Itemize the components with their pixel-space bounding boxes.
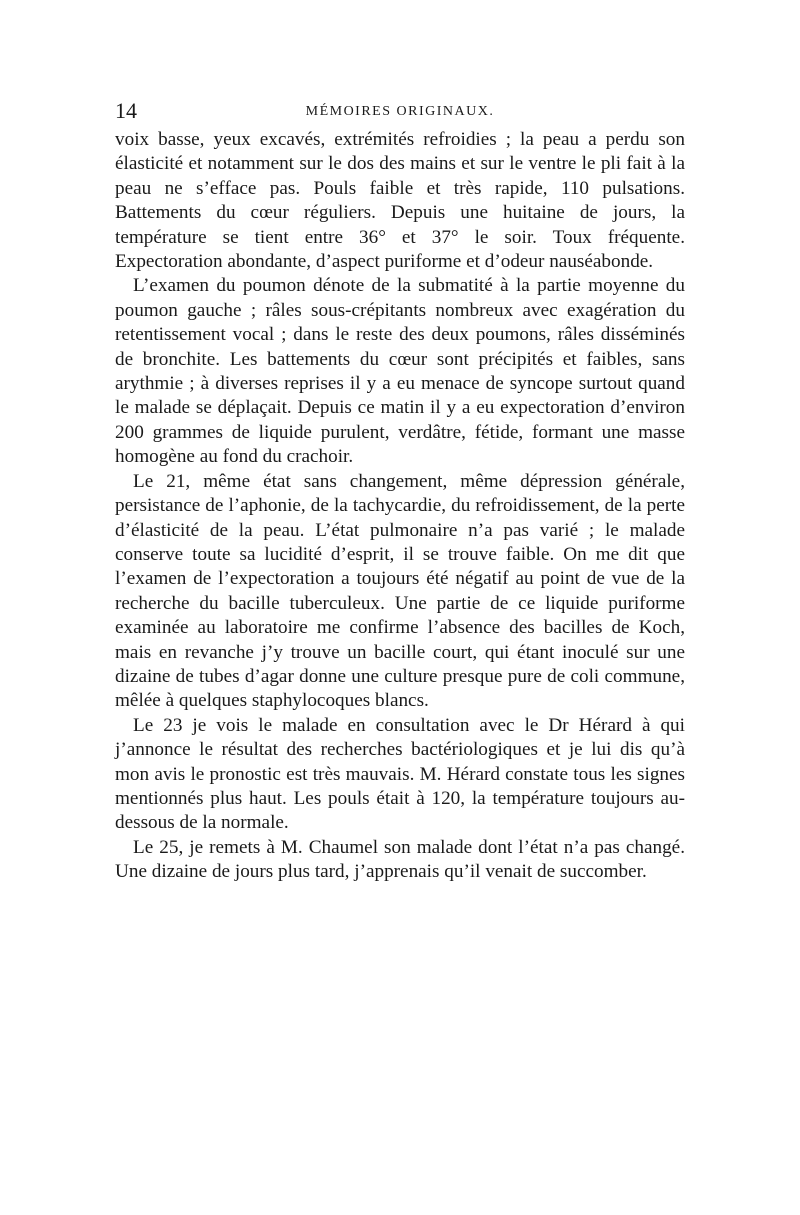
paragraph-day-21: Le 21, même état sans changement, même dépression générale, persistance de l’aphonie, de la tachycardie, du refroidissement, de la perte d’élasticité de la peau. L’état pulmonaire n’a pas varié ; le malade conserve toute sa lucidité d’esprit, il se trouve faible. On me dit que l’examen de l’expectoration a toujours été négatif au point de vue de la recherche du bacille tuberculeux. Une partie de ce liquide puriforme examinée au laboratoire me confirme l’absence des bacilles de Koch, mais en revanche j’y trouve un bacille court, qui étant inoculé sur une dizaine de tubes d’agar donne une culture presque pure de coli commune, mêlée à quelques staphylocoques blancs. — [115, 470, 685, 712]
paragraph-continuation: voix basse, yeux excavés, extrémités refroidies ; la peau a perdu son élasticité et notamment sur le dos des mains et sur le ventre le pli fait à la peau ne s’efface pas. Pouls faible et très rapide, 110 pulsations. Battements du cœur réguliers. Depuis une huitaine de jours, la température se tient entre 36° et 37° le soir. Toux fréquente. Expectoration abondante, d’aspect puriforme et d’odeur nauséabonde. — [115, 129, 685, 273]
running-title: MÉMOIRES ORIGINAUX. — [305, 104, 495, 119]
page-number: 14 — [115, 98, 137, 123]
body-text — [115, 128, 685, 885]
running-head — [115, 98, 685, 124]
paragraph-day-23: Le 23 je vois le malade en consultation avec le Dr Hérard à qui j’annonce le résultat des recherches bactériologiques et je lui dis qu’à mon avis le pronostic est très mauvais. M. Hérard constate tous les signes mentionnés plus haut. Les pouls était à 120, la température toujours au-dessous de la normale. — [115, 714, 685, 834]
paragraph-lung-examination: L’examen du poumon dénote de la submatité à la partie moyenne du poumon gauche ; râles sous-crépitants nombreux avec exagération du retentissement vocal ; dans le reste des deux poumons, râles disséminés de bronchite. Les battements du cœur sont précipités et faibles, sans arythmie ; à diverses reprises il y a eu menace de syncope surtout quand le malade se déplaçait. Depuis ce matin il y a eu expectoration d’environ 200 grammes de liquide purulent, verdâtre, fétide, formant une masse homogène au fond du crachoir. — [115, 275, 685, 468]
paragraph-day-25: Le 25, je remets à M. Chaumel son malade dont l’état n’a pas changé. Une dizaine de jours plus tard, j’apprenais qu’il venait de succomber. — [115, 836, 685, 883]
